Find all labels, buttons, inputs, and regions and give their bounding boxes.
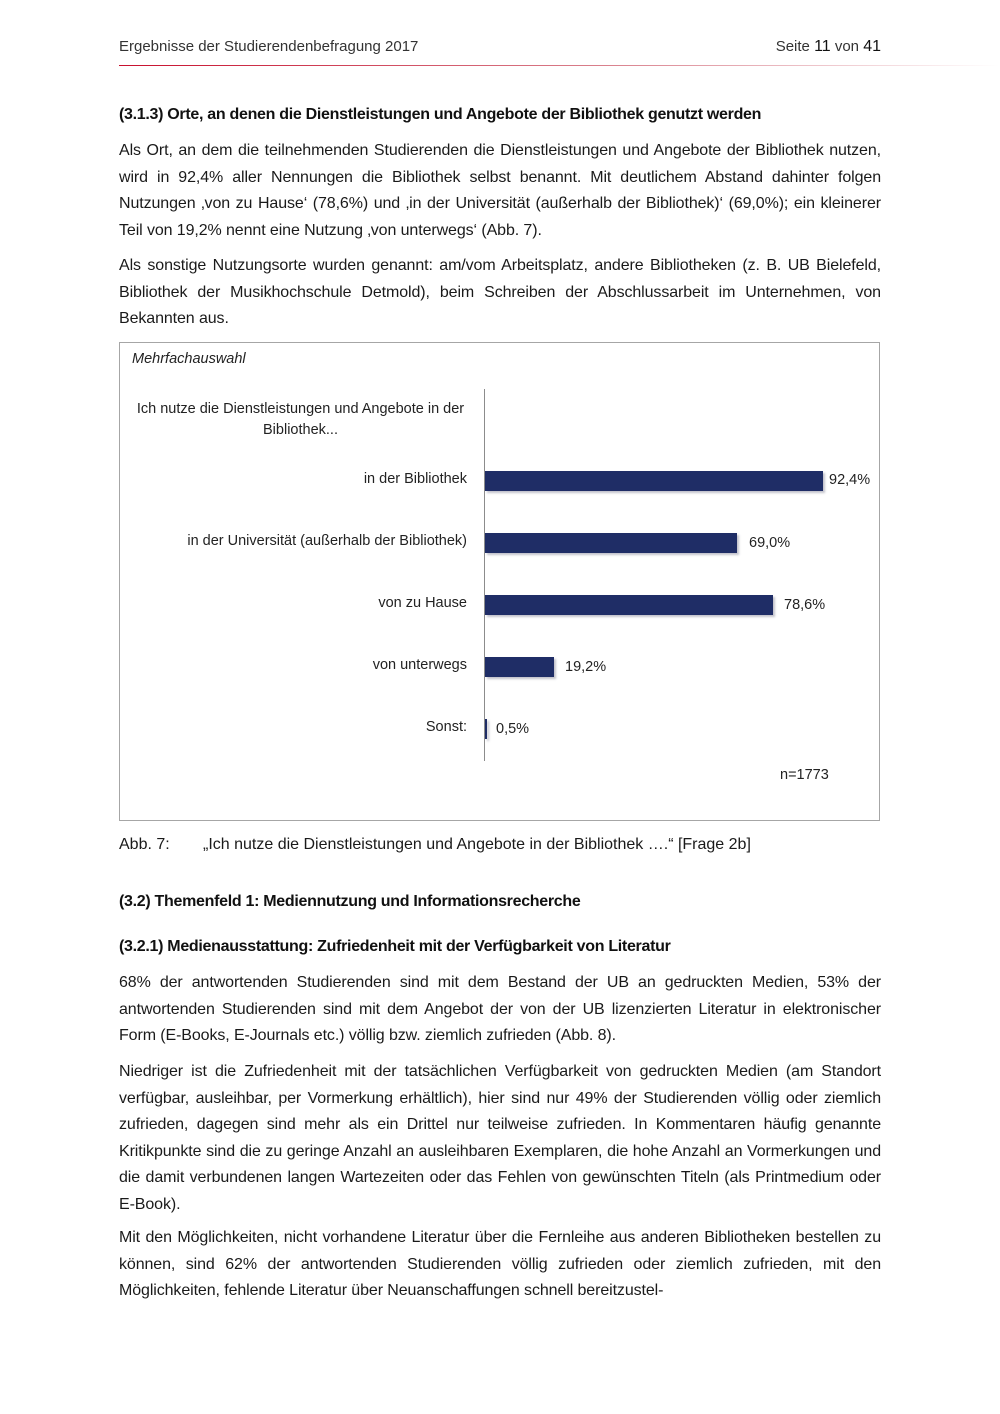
bar (485, 595, 773, 615)
page-header (119, 38, 881, 58)
value-label: 92,4% (829, 472, 871, 488)
bar (485, 657, 554, 677)
current-page: 11 (814, 38, 831, 55)
chart-title: Ich nutze die Dienstleistungen und Angebote in der Bibliothek... (136, 401, 465, 438)
bar (485, 471, 823, 491)
section-heading-3-1-3: (3.1.3) Orte, an denen die Dienstleistungen und Angebote der Bibliothek genutzt werden (119, 106, 762, 123)
bar-chart-figure (119, 342, 880, 821)
figure-label: Abb. 7: (119, 836, 170, 853)
paragraph: Als Ort, an dem die teilnehmenden Studierenden die Dienstleistungen und Angebote der Bibliothek nutzen, wird in 92,4% aller Nennungen die Bibliothek selbst benannt. Mit deutlichem Abstand dahinter folgen Nutzungen ‚von zu Hause‘ (78,6%) und ‚in der Universität (außerhalb der Bibliothek)‘ (69,0%); ein kleinerer Teil von 19,2% nennt eine Nutzung ‚von unterwegs‘ (Abb. 7). (119, 142, 881, 239)
category-label: in der Universität (außerhalb der Bibliothek) (187, 533, 467, 549)
bar (485, 719, 487, 739)
chart-note: Mehrfachauswahl (132, 351, 246, 367)
category-label: von zu Hause (378, 595, 467, 611)
section-heading-3-2-1: (3.2.1) Medienausstattung: Zufriedenheit mit der Verfügbarkeit von Literatur (119, 938, 671, 955)
value-label: 69,0% (749, 535, 791, 551)
paragraph: Mit den Möglichkeiten, nicht vorhandene Literatur über die Fernleihe aus anderen Bibliotheken bestellen zu können, sind 62% der antwortenden Studierenden völlig zufrieden oder ziemlich zufrieden, mit den Möglichkeiten, fehlende Literatur über Neuanschaffungen schnell bereitzustel- (119, 1229, 881, 1299)
bar (485, 533, 737, 553)
category-label: Sonst: (425, 719, 467, 735)
header-divider (119, 65, 999, 66)
category-label: in der Bibliothek (363, 471, 467, 487)
value-label: 19,2% (565, 659, 607, 675)
value-label: 0,5% (496, 721, 530, 737)
sample-size: n=1773 (780, 767, 829, 783)
paragraph: Niedriger ist die Zufriedenheit mit der tatsächlichen Verfügbarkeit von gedruckten Medien (am Standort verfügbar, ausleihbar, per Vormerkung erhältlich), hier sind nur 49% der Studierenden völlig oder ziemlich zufrieden, dagegen sind mehr als ein Drittel nur teilweise zufrieden. In Kommentaren häufig genannte Kritikpunkte sind die zu geringe Anzahl an ausleihbaren Exemplaren, die hohe Anzahl an Vormerkungen und die damit verbundenen langen Wartezeiten oder das Fehlen von gewünschten Titeln (als Printmedium oder E-Book). (119, 1063, 881, 1213)
page-number: Seite 11 von 41 (775, 38, 881, 55)
paragraph: 68% der antwortenden Studierenden sind mit dem Bestand der UB an gedruckten Medien, 53% der antwortenden Studierenden sind mit dem Angebot der von der UB lizenzierten Literatur in elektronischer Form (E-Books, E-Journals etc.) völlig bzw. ziemlich zufrieden (Abb. 8). (119, 974, 881, 1044)
total-pages: 41 (863, 38, 881, 55)
y-axis-line (484, 389, 485, 761)
paragraph: Als sonstige Nutzungsorte wurden genannt: am/vom Arbeitsplatz, andere Bibliotheken (z. B. UB Bielefeld, Bibliothek der Musikhochschule Detmold), beim Schreiben der Abschlussarbeit im Unternehmen, von Bekannten aus. (119, 257, 881, 327)
document-title: Ergebnisse der Studierendenbefragung 2017 (119, 38, 419, 55)
value-label: 78,6% (784, 597, 826, 613)
category-label: von unterwegs (372, 657, 467, 673)
section-heading-3-2: (3.2) Themenfeld 1: Mediennutzung und Informationsrecherche (119, 893, 581, 910)
figure-caption-text: „Ich nutze die Dienstleistungen und Angebote in der Bibliothek ….“ [Frage 2b] (203, 836, 751, 853)
